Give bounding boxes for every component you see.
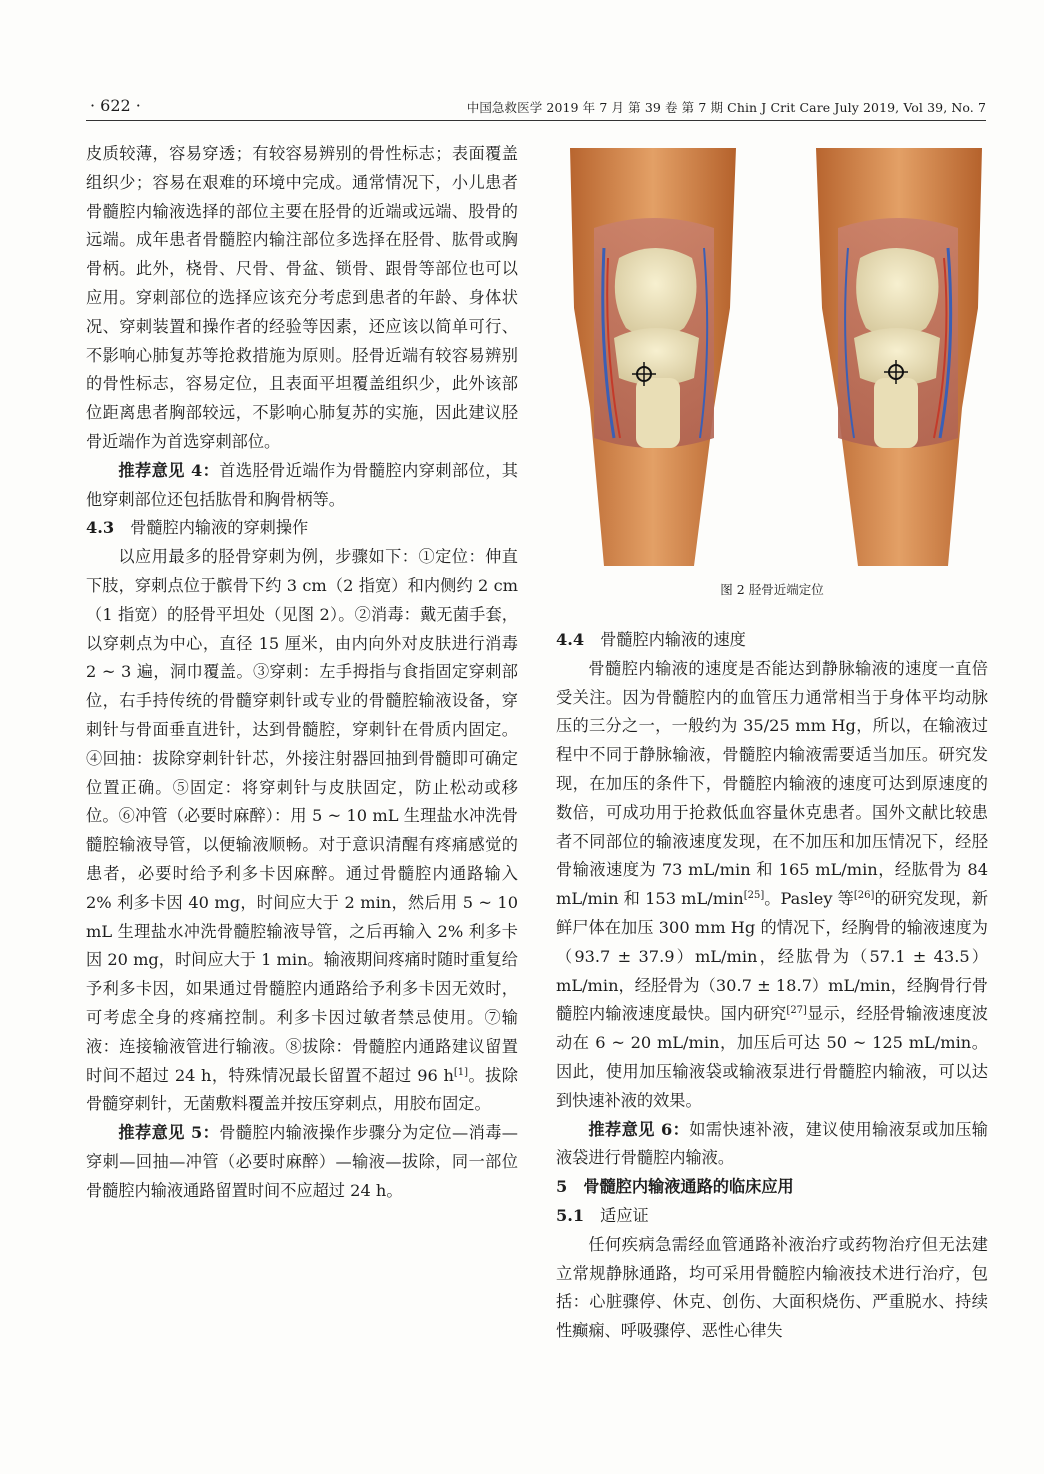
paragraph-infusion-speed: 骨髓腔内输液的速度是否能达到静脉输液的速度一直倍受关注。因为骨髓腔内的血管压力通常相当于身体平均动脉压的三分之一，一般约为 35/25 mm Hg，所以，在输液过程中不同于静脉输液，骨髓腔内输液需要适当加压。研究发现，在加压的条件下，骨髓腔内输液的速度可达到原速度的数倍，可成功用于抢救低血容量休克患者。国外文献比较患者不同部位的输液速度发现，在不加压和加压情况下，经胫骨输液速度为 73 mL/min 和 165 mL/min，经肱骨为 84 mL/min 和 153 mL/min[25]。Pasley 等[26]的研究发现，新鲜尸体在加压 300 mm Hg 的情况下，经胸骨的输液速度为（93.7 ± 37.9）mL/min，经肱骨为（57.1 ± 43.5）mL/min，经胫骨为（30.7 ± 18.7）mL/min，经胸骨行骨髓腔内输液速度最快。国内研究[27]显示，经胫骨输液速度波动在 6 ~ 20 mL/min，加压后可达 50 ~ 125 mL/min。因此，使用加压输液袋或输液泵进行骨髓腔内输液，可以达到快速补液的效果。 [556,658,988,1110]
recommendation-label: 推荐意见 6： [588,1119,690,1139]
recommendation-6: 推荐意见 6：如需快速补液，建议使用输液泵或加压输液袋进行骨髓腔内输液。 [556,1119,988,1168]
right-column [556,626,988,1346]
right-knee [816,148,982,566]
recommendation-4: 推荐意见 4：首选胫骨近端作为骨髓腔内穿刺部位，其他穿刺部位还包括肱骨和胸骨柄等。 [86,460,518,509]
recommendation-label: 推荐意见 4： [118,460,220,480]
section-heading-4-4: 4.4 骨髓腔内输液的速度 [556,630,746,649]
running-header [86,94,986,121]
paragraph-procedure: 以应用最多的胫骨穿刺为例，步骤如下：①定位：伸直下肢，穿刺点位于髌骨下约 3 cm（2 指宽）和内侧约 2 cm（1 指宽）的胫骨平坦处（见图 2）。②消毒：戴无菌手套，以穿刺点为中心，直径 15 厘米，由内向外对皮肤进行消毒 2 ~ 3 遍，洞巾覆盖。③穿刺：左手拇指与食指固定穿刺部位，右手持传统的骨髓穿刺针或专业的骨髓腔输液设备，穿刺针与骨面垂直进针，达到骨髓腔，穿刺针在骨质内固定。④回抽：拔除穿刺针针芯，外接注射器回抽到骨髓即可确定位置正确。⑤固定：将穿刺针与皮肤固定，防止松动或移位。⑥冲管（必要时麻醉）：用 5 ~ 10 mL 生理盐水冲洗骨髓腔输液导管，以便输液顺畅。对于意识清醒有疼痛感觉的患者，必要时给予利多卡因麻醉。通过骨髓腔内通路输入 2% 利多卡因 40 mg，时间应大于 2 min，然后用 5 ~ 10 mL 生理盐水冲洗骨髓腔输液导管，之后再输入 2% 利多卡因 20 mg，时间应大于 1 min。输液期间疼痛时随时重复给予利多卡因，如果通过骨髓腔内通路给予利多卡因无效时，可考虑全身的疼痛控制。利多卡因过敏者禁忌使用。⑦输液：连接输液管进行输液。⑧拔除：骨髓腔内通路建议留置时间不超过 24 h，特殊情况最长留置不超过 96 h[1]。拔除骨髓穿刺针，无菌敷料覆盖并按压穿刺点，用胶布固定。 [86,547,518,1114]
section-heading-5-1: 5.1 适应证 [556,1205,649,1225]
figure-caption: 图 2 胫骨近端定位 [720,582,824,597]
citation-ref: [1] [453,1066,469,1078]
page-number: · 622 · [90,96,141,115]
section-heading-5: 5 骨髓腔内输液通路的临床应用 [556,1177,794,1197]
journal-citation: 中国急救医学 2019 年 7 月 第 39 卷 第 7 期 Chin J Crit Care July 2019, Vol 39, No. 7 [466,100,986,115]
citation-ref: [26] [853,890,875,902]
left-column [86,140,518,1205]
knee-anatomy-figure [564,148,988,566]
citation-ref: [27] [786,1005,807,1017]
citation-ref: [25] [743,890,765,902]
paragraph-indications: 任何疾病急需经血管通路补液治疗或药物治疗但无法建立常规静脉通路，均可采用骨髓腔内输液技术进行治疗，包括：心脏骤停、休克、创伤、大面积烧伤、严重脱水、持续性癫痫、呼吸骤停、恶性心律失 [556,1234,988,1341]
recommendation-label: 推荐意见 5： [118,1123,220,1143]
left-knee [570,148,736,566]
paragraph-site-selection: 皮质较薄，容易穿透；有较容易辨别的骨性标志；表面覆盖组织少；容易在艰难的环境中完成。通常情况下，小儿患者骨髓腔内输液选择的部位主要在胫骨的近端或远端、股骨的远端。成年患者骨髓腔内输注部位多选择在胫骨、肱骨或胸骨柄。此外，桡骨、尺骨、骨盆、锁骨、跟骨等部位也可以应用。穿刺部位的选择应该充分考虑到患者的年龄、身体状况、穿刺装置和操作者的经验等因素，还应该以简单可行、不影响心肺复苏等抢救措施为原则。胫骨近端有较容易辨别的骨性标志，容易定位，且表面平坦覆盖组织少，此外该部位距离患者胸部较远，不影响心肺复苏的实施，因此建议胫骨近端作为首选穿刺部位。 [86,144,518,451]
section-heading-4-3: 4.3 骨髓腔内输液的穿刺操作 [86,518,309,538]
recommendation-5: 推荐意见 5：骨髓腔内输液操作步骤分为定位—消毒—穿刺—回抽—冲管（必要时麻醉）—输液—拔除，同一部位骨髓腔内输液通路留置时间不应超过 24 h。 [86,1123,518,1200]
knee-illustration [564,148,988,566]
